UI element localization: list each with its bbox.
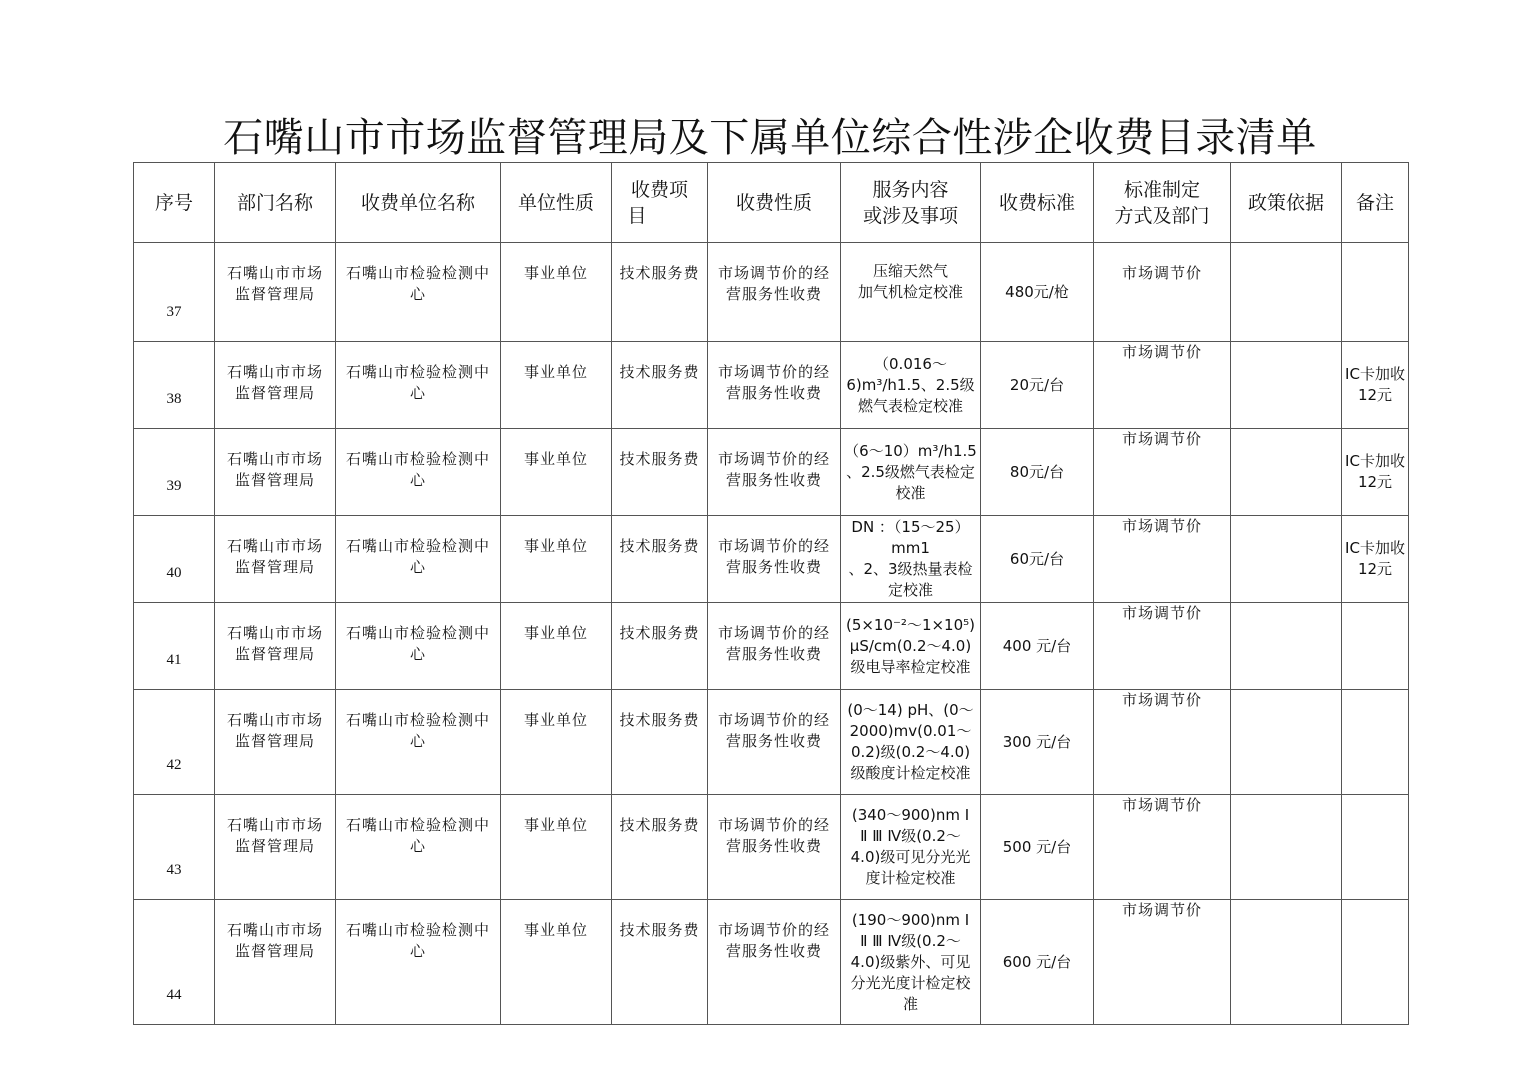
header-service xyxy=(841,163,981,243)
unit-line: 石嘴山市检验检测中 xyxy=(345,711,490,729)
dept-line: 石嘴山市市场 xyxy=(226,921,323,939)
cell-fee: 500 元/台 xyxy=(981,795,1094,900)
cell-seq: 39 xyxy=(134,429,215,516)
cell-service xyxy=(841,342,981,429)
fee-catalog-table xyxy=(133,162,1409,1025)
cell-fee: 600 元/台 xyxy=(981,900,1094,1025)
note-line: IC卡加收 xyxy=(1345,452,1405,470)
table-row xyxy=(134,429,1409,516)
cell-item: 技术服务费 xyxy=(612,795,708,900)
cell-nature: 事业单位 xyxy=(501,342,612,429)
cell-nature: 事业单位 xyxy=(501,603,612,690)
type-line: 营服务性收费 xyxy=(725,732,822,750)
cell-nature: 事业单位 xyxy=(501,795,612,900)
dept-line: 石嘴山市市场 xyxy=(226,624,323,642)
cell-type xyxy=(708,795,841,900)
unit-line: 心 xyxy=(409,942,426,960)
dept-line: 石嘴山市市场 xyxy=(226,450,323,468)
service-line: （0.016～ xyxy=(874,354,947,373)
unit-line: 石嘴山市检验检测中 xyxy=(345,921,490,939)
cell-unit xyxy=(336,690,501,795)
cell-note xyxy=(1342,900,1409,1025)
cell-policy xyxy=(1231,516,1342,603)
cell-type xyxy=(708,900,841,1025)
cell-fee: 80元/台 xyxy=(981,429,1094,516)
table-row xyxy=(134,516,1409,603)
unit-line: 石嘴山市检验检测中 xyxy=(345,450,490,468)
cell-std-method: 市场调节价 xyxy=(1094,342,1231,429)
note-line: 12元 xyxy=(1357,473,1393,491)
header-unit: 收费单位名称 xyxy=(336,163,501,243)
cell-note xyxy=(1342,603,1409,690)
cell-note xyxy=(1342,690,1409,795)
cell-type xyxy=(708,516,841,603)
service-line: 燃气表检定校准 xyxy=(857,396,963,415)
cell-item: 技术服务费 xyxy=(612,603,708,690)
type-line: 市场调节价的经 xyxy=(717,624,830,642)
service-line: 、2.5级燃气表检定 xyxy=(846,462,975,481)
cell-fee: 60元/台 xyxy=(981,516,1094,603)
cell-note xyxy=(1342,342,1409,429)
header-note: 备注 xyxy=(1342,163,1409,243)
cell-seq: 37 xyxy=(134,243,215,342)
service-line: 4.0)级可见分光光 xyxy=(850,848,971,866)
cell-seq: 44 xyxy=(134,900,215,1025)
unit-line: 心 xyxy=(409,837,426,855)
dept-line: 监督管理局 xyxy=(234,471,315,489)
dept-line: 石嘴山市市场 xyxy=(226,816,323,834)
service-line: 定校准 xyxy=(887,581,933,599)
cell-type xyxy=(708,342,841,429)
cell-unit xyxy=(336,795,501,900)
dept-line: 石嘴山市市场 xyxy=(226,264,323,282)
table-row xyxy=(134,690,1409,795)
cell-nature: 事业单位 xyxy=(501,690,612,795)
cell-policy xyxy=(1231,603,1342,690)
unit-line: 石嘴山市检验检测中 xyxy=(345,363,490,381)
cell-nature: 事业单位 xyxy=(501,516,612,603)
service-line: 、2、3级热量表检 xyxy=(848,560,973,578)
unit-line: 心 xyxy=(409,471,426,489)
type-line: 营服务性收费 xyxy=(725,285,822,303)
service-line: 4.0)级紫外、可见 xyxy=(850,952,971,971)
cell-std-method: 市场调节价 xyxy=(1094,690,1231,795)
note-line: 12元 xyxy=(1357,386,1393,404)
cell-service xyxy=(841,795,981,900)
cell-service xyxy=(841,429,981,516)
cell-item: 技术服务费 xyxy=(612,429,708,516)
cell-dept xyxy=(215,900,336,1025)
cell-type xyxy=(708,603,841,690)
cell-note xyxy=(1342,516,1409,603)
dept-line: 监督管理局 xyxy=(234,732,315,750)
cell-item: 技术服务费 xyxy=(612,516,708,603)
header-item-line2: 目 xyxy=(627,204,647,227)
service-line: 分光光度计检定校 xyxy=(850,973,971,992)
cell-unit xyxy=(336,516,501,603)
header-fee: 收费标准 xyxy=(981,163,1094,243)
service-line: μS/cm(0.2～4.0) xyxy=(849,636,972,655)
cell-dept xyxy=(215,342,336,429)
header-item xyxy=(612,163,708,243)
service-line: DN ：（15～25）mm1 xyxy=(851,518,970,557)
cell-unit xyxy=(336,900,501,1025)
type-line: 市场调节价的经 xyxy=(717,537,830,555)
cell-nature: 事业单位 xyxy=(501,900,612,1025)
unit-line: 石嘴山市检验检测中 xyxy=(345,624,490,642)
cell-service xyxy=(841,690,981,795)
cell-type xyxy=(708,243,841,342)
cell-fee: 300 元/台 xyxy=(981,690,1094,795)
dept-line: 监督管理局 xyxy=(234,384,315,402)
service-line: 度计检定校准 xyxy=(865,869,956,887)
cell-service xyxy=(841,900,981,1025)
service-line: 级电导率检定校准 xyxy=(850,657,971,676)
cell-dept xyxy=(215,690,336,795)
note-line: 12元 xyxy=(1357,560,1393,578)
type-line: 营服务性收费 xyxy=(725,384,822,402)
cell-std-method: 市场调节价 xyxy=(1094,516,1231,603)
cell-dept xyxy=(215,603,336,690)
cell-std-method: 市场调节价 xyxy=(1094,795,1231,900)
type-line: 营服务性收费 xyxy=(725,942,822,960)
dept-line: 监督管理局 xyxy=(234,645,315,663)
cell-nature: 事业单位 xyxy=(501,243,612,342)
dept-line: 监督管理局 xyxy=(234,285,315,303)
cell-policy xyxy=(1231,900,1342,1025)
header-nature: 单位性质 xyxy=(501,163,612,243)
cell-fee: 400 元/台 xyxy=(981,603,1094,690)
dept-line: 石嘴山市市场 xyxy=(226,363,323,381)
service-line: 压缩天然气 xyxy=(872,262,948,280)
header-dept: 部门名称 xyxy=(215,163,336,243)
service-line: 准 xyxy=(902,994,918,1013)
cell-std-method: 市场调节价 xyxy=(1094,429,1231,516)
cell-policy xyxy=(1231,342,1342,429)
cell-service xyxy=(841,603,981,690)
cell-dept xyxy=(215,516,336,603)
unit-line: 石嘴山市检验检测中 xyxy=(345,264,490,282)
cell-unit xyxy=(336,243,501,342)
cell-fee: 480元/枪 xyxy=(981,243,1094,342)
header-std xyxy=(1094,163,1231,243)
cell-note xyxy=(1342,243,1409,342)
dept-line: 监督管理局 xyxy=(234,837,315,855)
cell-unit xyxy=(336,342,501,429)
header-item-line1: 收费项 xyxy=(630,178,688,201)
service-line: （6～10）m³/h1.5 xyxy=(844,441,977,460)
header-seq: 序号 xyxy=(134,163,215,243)
service-line: (0～14) pH、(0～ xyxy=(847,701,974,719)
header-std-line2: 方式及部门 xyxy=(1114,204,1210,227)
type-line: 市场调节价的经 xyxy=(717,711,830,729)
note-line: IC卡加收 xyxy=(1345,365,1405,383)
table-row xyxy=(134,900,1409,1025)
table-body xyxy=(134,243,1409,1025)
cell-fee: 20元/台 xyxy=(981,342,1094,429)
table-row xyxy=(134,603,1409,690)
cell-item: 技术服务费 xyxy=(612,243,708,342)
unit-line: 石嘴山市检验检测中 xyxy=(345,537,490,555)
cell-service xyxy=(841,516,981,603)
service-line: 校准 xyxy=(895,483,926,502)
table-row xyxy=(134,795,1409,900)
service-line: Ⅱ Ⅲ Ⅳ级(0.2～ xyxy=(860,827,961,845)
cell-std-method: 市场调节价 xyxy=(1094,603,1231,690)
note-line: IC卡加收 xyxy=(1345,539,1405,557)
cell-dept xyxy=(215,243,336,342)
unit-line: 心 xyxy=(409,558,426,576)
cell-type xyxy=(708,429,841,516)
type-line: 营服务性收费 xyxy=(725,645,822,663)
cell-item: 技术服务费 xyxy=(612,342,708,429)
cell-policy xyxy=(1231,795,1342,900)
dept-line: 石嘴山市市场 xyxy=(226,537,323,555)
dept-line: 石嘴山市市场 xyxy=(226,711,323,729)
cell-seq: 42 xyxy=(134,690,215,795)
cell-policy xyxy=(1231,429,1342,516)
cell-unit xyxy=(336,603,501,690)
cell-note xyxy=(1342,795,1409,900)
cell-item: 技术服务费 xyxy=(612,900,708,1025)
type-line: 市场调节价的经 xyxy=(717,921,830,939)
cell-unit xyxy=(336,429,501,516)
cell-seq: 40 xyxy=(134,516,215,603)
type-line: 市场调节价的经 xyxy=(717,816,830,834)
cell-policy xyxy=(1231,243,1342,342)
unit-line: 石嘴山市检验检测中 xyxy=(345,816,490,834)
dept-line: 监督管理局 xyxy=(234,942,315,960)
table-row xyxy=(134,243,1409,342)
header-policy: 政策依据 xyxy=(1231,163,1342,243)
cell-item: 技术服务费 xyxy=(612,690,708,795)
cell-note xyxy=(1342,429,1409,516)
cell-policy xyxy=(1231,690,1342,795)
cell-type xyxy=(708,690,841,795)
unit-line: 心 xyxy=(409,732,426,750)
cell-dept xyxy=(215,795,336,900)
service-line: Ⅱ Ⅲ Ⅳ级(0.2～ xyxy=(860,931,961,950)
type-line: 市场调节价的经 xyxy=(717,450,830,468)
header-type: 收费性质 xyxy=(708,163,841,243)
cell-seq: 43 xyxy=(134,795,215,900)
cell-service xyxy=(841,243,981,342)
service-line: (190～900)nm Ⅰ xyxy=(851,910,970,929)
header-service-line2: 或涉及事项 xyxy=(862,204,958,227)
type-line: 市场调节价的经 xyxy=(717,363,830,381)
unit-line: 心 xyxy=(409,285,426,303)
cell-dept xyxy=(215,429,336,516)
cell-std-method: 市场调节价 xyxy=(1094,900,1231,1025)
service-line: 加气机检定校准 xyxy=(857,283,963,301)
cell-seq: 41 xyxy=(134,603,215,690)
table-header-row xyxy=(134,163,1409,243)
type-line: 营服务性收费 xyxy=(725,471,822,489)
cell-std-method: 市场调节价 xyxy=(1094,243,1231,342)
header-service-line1: 服务内容 xyxy=(872,178,949,201)
cell-nature: 事业单位 xyxy=(501,429,612,516)
type-line: 营服务性收费 xyxy=(725,558,822,576)
service-line: (340～900)nm Ⅰ xyxy=(851,806,970,824)
type-line: 营服务性收费 xyxy=(725,837,822,855)
service-line: 级酸度计检定校准 xyxy=(850,764,971,782)
header-std-line1: 标准制定 xyxy=(1123,178,1200,201)
table-row xyxy=(134,342,1409,429)
service-line: 0.2)级(0.2～4.0) xyxy=(850,743,971,761)
service-line: (5×10⁻²～1×10⁵) xyxy=(845,615,976,634)
unit-line: 心 xyxy=(409,645,426,663)
dept-line: 监督管理局 xyxy=(234,558,315,576)
unit-line: 心 xyxy=(409,384,426,402)
page-title: 石嘴山市市场监督管理局及下属单位综合性涉企收费目录清单 xyxy=(223,115,1317,161)
service-line: 2000)mv(0.01～ xyxy=(849,722,972,740)
cell-seq: 38 xyxy=(134,342,215,429)
service-line: 6)m³/h1.5、2.5级 xyxy=(846,375,975,394)
type-line: 市场调节价的经 xyxy=(717,264,830,282)
